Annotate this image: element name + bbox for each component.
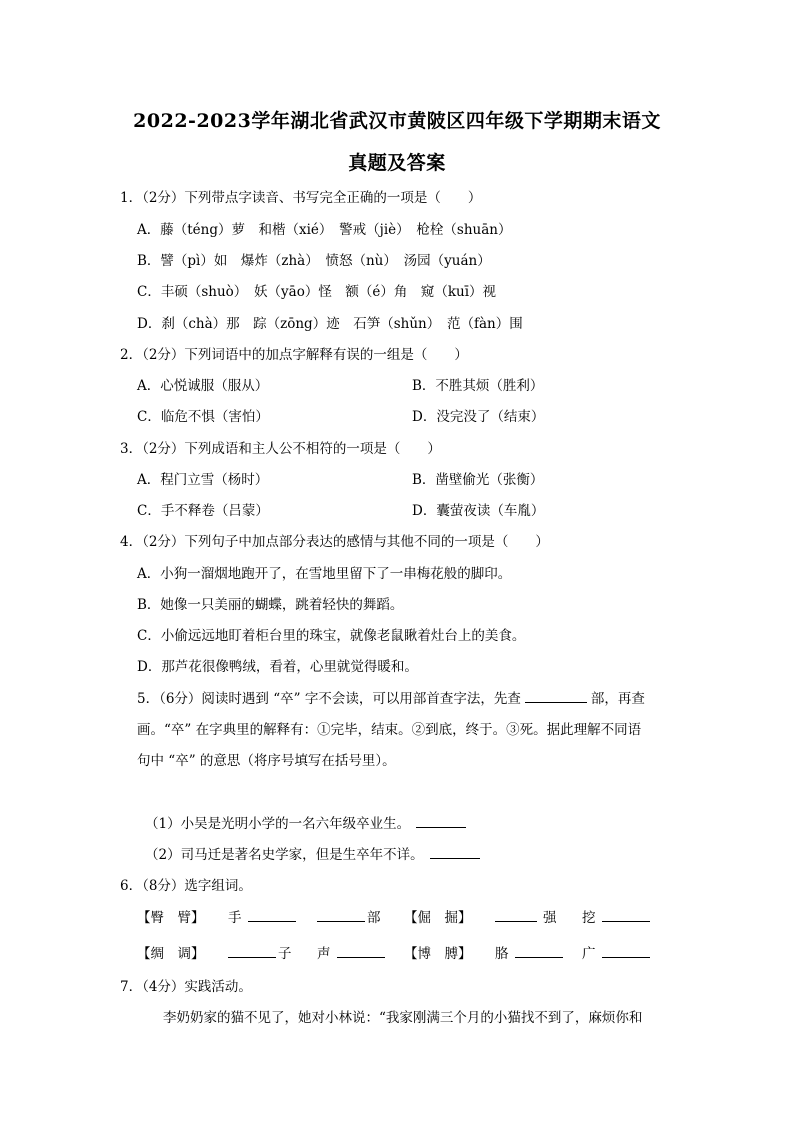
q6-g3a-char: 子 — [278, 946, 292, 962]
q1-option-c: C．丰硕（shuò） 妖（yāo）怪 额（é）角 窥（kuī）视 — [137, 284, 497, 300]
q6-stem: 6．（8分）选字组词。 — [120, 878, 252, 894]
q5-sub2-blank[interactable] — [430, 844, 480, 859]
q4-stem: 4．（2分）下列句子中加点部分表达的感情与其他不同的一项是（ ） — [120, 534, 549, 550]
q5-sub2 — [145, 843, 480, 863]
q2-stem: 2．（2分）下列词语中的加点字解释有误的一组是（ ） — [120, 347, 468, 363]
q4-option-a: A．小狗一溜烟地跑开了，在雪地里留下了一串梅花般的脚印。 — [137, 566, 512, 582]
q6-group2-label: 【倔 掘】 — [404, 910, 472, 926]
q3-option-a: A．程门立雪（杨时） — [137, 472, 269, 488]
q7-stem: 7．（4分）实践活动。 — [120, 979, 252, 995]
q6-g2b-char: 挖 — [582, 910, 596, 926]
q6-g4b-char: 广 — [582, 946, 596, 962]
q1-option-d: D．刹（chà）那 踪（zōng）迹 石笋（shǔn） 范（fàn）围 — [137, 316, 523, 332]
q1-option-a: A．藤（téng）萝 和楷（xié） 警戒（jiè） 枪栓（shuān） — [137, 222, 512, 238]
q6-group3-a — [228, 942, 292, 962]
q3-option-c: C．手不释卷（吕蒙） — [137, 503, 269, 519]
q6-group3-b — [317, 942, 385, 962]
q5-line2: 画。“卒” 在字典里的解释有：①完毕，结束。②到底，终于。③死。据此理解不同语 — [137, 722, 642, 738]
doc-title-line2: 真题及答案 — [348, 152, 446, 174]
q6-group3-label: 【绸 调】 — [137, 946, 205, 962]
q2-option-d: D．没完没了（结束） — [412, 409, 545, 425]
q5-sub2-text: （2）司马迁是著名史学家，但是生卒年不详。 — [145, 847, 424, 863]
q3-stem: 3．（2分）下列成语和主人公不相符的一项是（ ） — [120, 441, 441, 457]
doc-title-line1: 2022-2023学年湖北省武汉市黄陂区四年级下学期期末语文 — [133, 110, 661, 132]
q6-g3a-blank[interactable] — [228, 943, 276, 958]
q6-g1b-char: 部 — [367, 910, 381, 926]
q6-g2a-char: 强 — [543, 910, 557, 926]
q6-g4b-blank[interactable] — [602, 943, 650, 958]
q1-option-b: B．譬（pì）如 爆炸（zhà） 愤怒（nù） 汤园（yuán） — [137, 253, 491, 269]
q6-group1-b — [317, 906, 381, 926]
q6-g1b-blank[interactable] — [317, 907, 365, 922]
q6-group2-a — [495, 906, 557, 926]
q3-option-b: B．凿壁偷光（张衡） — [412, 472, 544, 488]
q2-option-c: C．临危不惧（害怕） — [137, 409, 269, 425]
q5-sub1-text: （1）小吴是光明小学的一名六年级卒业生。 — [145, 816, 411, 832]
q6-group1-label: 【臀 臂】 — [137, 910, 205, 926]
q6-group4-b — [582, 942, 650, 962]
q5-line1-text: 5．（6分）阅读时遇到 “卒” 字不会读，可以用部首查字法，先查 — [137, 691, 521, 707]
q5-line1 — [137, 687, 645, 707]
q5-sub1 — [145, 812, 466, 832]
q4-option-d: D．那芦花很像鸭绒，看着，心里就觉得暖和。 — [137, 659, 418, 675]
q6-group4-label: 【博 膊】 — [404, 946, 472, 962]
q6-g2b-blank[interactable] — [602, 907, 650, 922]
q5-sub1-blank[interactable] — [416, 813, 466, 828]
q6-g1a-char: 手 — [228, 910, 242, 926]
q6-g2a-blank[interactable] — [495, 907, 537, 922]
q6-g3b-char: 声 — [317, 946, 331, 962]
q5-line1-end: 部，再查 — [590, 691, 645, 707]
q5-radical-blank[interactable] — [525, 688, 587, 703]
q6-group1-a — [228, 906, 296, 926]
q6-group4-a — [495, 942, 563, 962]
q4-option-b: B．她像一只美丽的蝴蝶，跳着轻快的舞蹈。 — [137, 597, 404, 613]
q2-option-a: A．心悦诚服（服从） — [137, 378, 269, 394]
q4-option-c: C．小偷远远地盯着柜台里的珠宝，就像老鼠瞅着灶台上的美食。 — [137, 628, 526, 644]
q7-paragraph: 李奶奶家的猫不见了，她对小林说：“我家刚满三个月的小猫找不到了，麻烦你和 — [163, 1010, 643, 1026]
q2-option-b: B．不胜其烦（胜利） — [412, 378, 544, 394]
q6-group2-b — [582, 906, 650, 926]
q6-g1a-blank[interactable] — [248, 907, 296, 922]
q6-g4a-char: 胳 — [495, 946, 509, 962]
q1-stem: 1．（2分）下列带点字读音、书写完全正确的一项是（ ） — [120, 190, 482, 206]
q6-g3b-blank[interactable] — [337, 943, 385, 958]
q5-line3: 句中 “卒” 的意思（将序号填写在括号里）。 — [137, 753, 396, 769]
q3-option-d: D．囊萤夜读（车胤） — [412, 503, 545, 519]
q6-g4a-blank[interactable] — [515, 943, 563, 958]
